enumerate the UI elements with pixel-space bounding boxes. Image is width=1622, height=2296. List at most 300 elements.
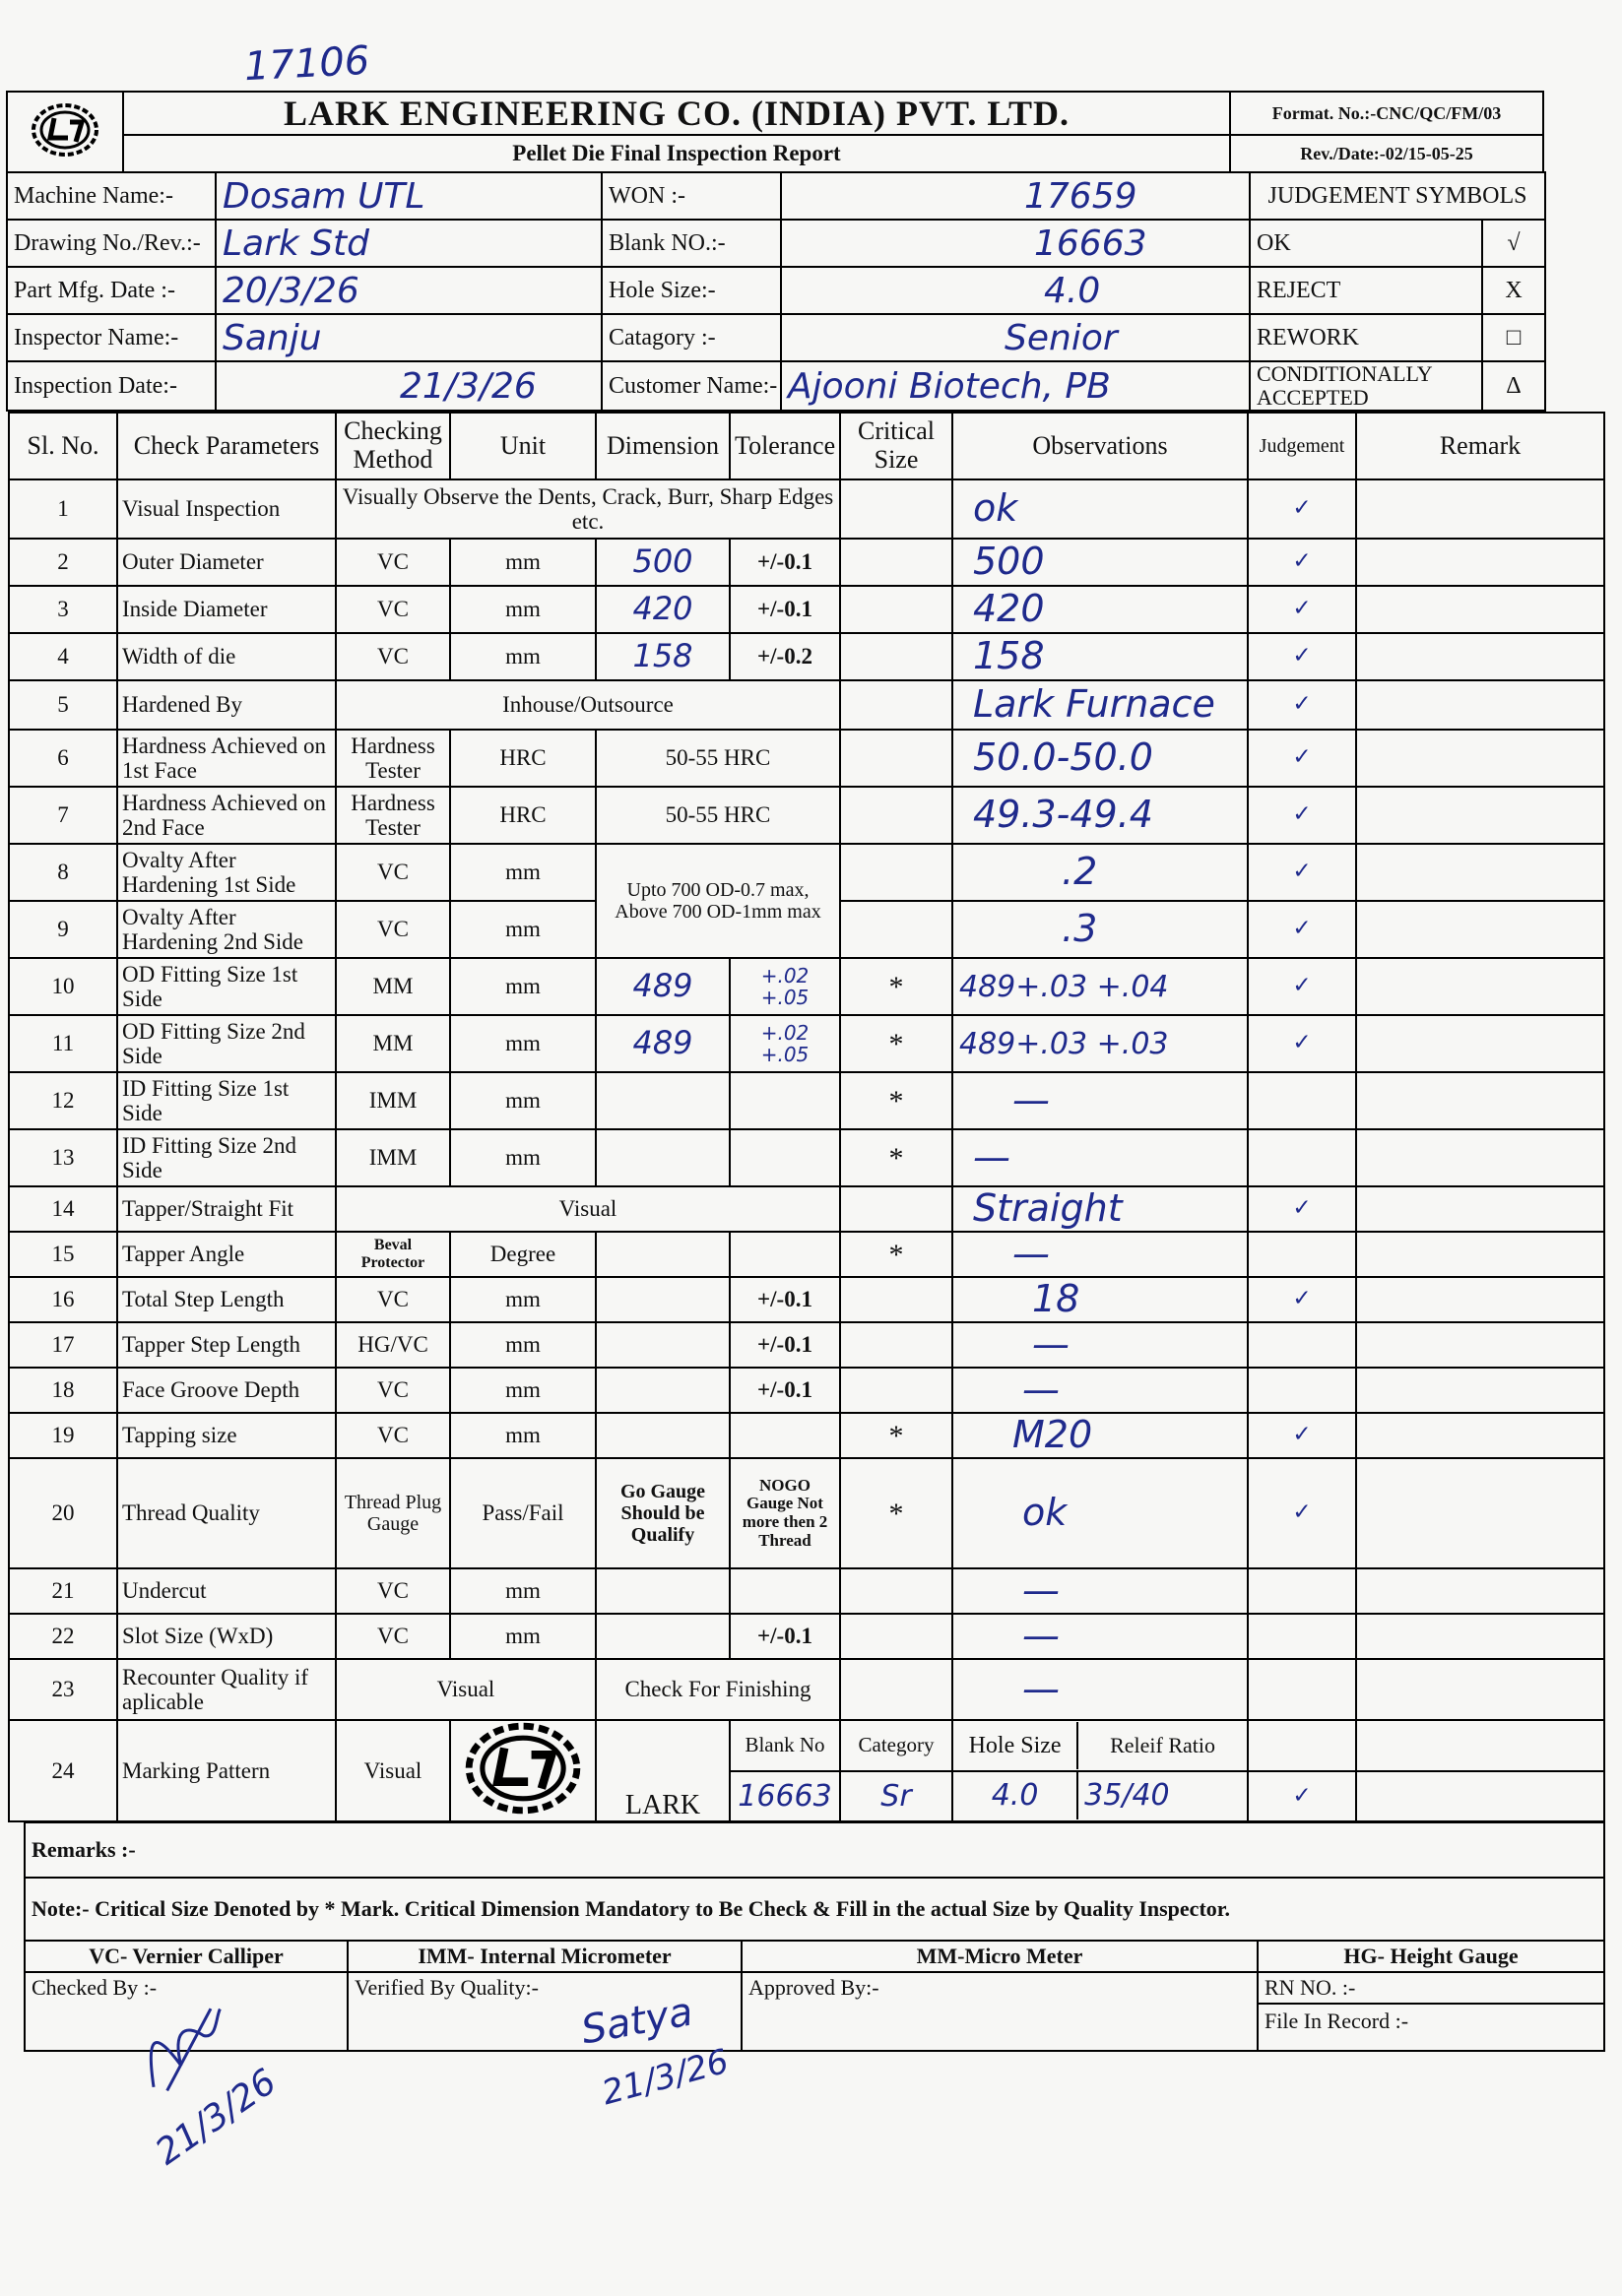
unit: mm — [450, 1413, 596, 1458]
judgement-tick: ✓ — [1248, 479, 1356, 539]
check-parameter: Thread Quality — [117, 1458, 336, 1568]
checking-method: MM — [336, 1015, 450, 1072]
won-value — [781, 172, 1250, 220]
customer-value — [781, 361, 1250, 411]
verified-by-date: 21/3/26 — [598, 2041, 734, 2114]
marking-values-row — [952, 1771, 1248, 1822]
observation: 500 — [952, 539, 1248, 586]
remark — [1356, 1568, 1604, 1614]
checking-method: HG/VC — [336, 1322, 450, 1368]
recounter-criteria: Check For Finishing — [596, 1659, 840, 1720]
tolerance: +/-0.1 — [730, 1277, 840, 1322]
category-hw: Senior — [1005, 317, 1118, 358]
check-parameter: Inside Diameter — [117, 586, 336, 633]
critical-size — [840, 680, 952, 730]
judgement-tick: ✓ — [1248, 539, 1356, 586]
tolerance: +.02 +.05 — [730, 1015, 840, 1072]
remarks-label: Remarks :- — [25, 1822, 1604, 1878]
remark — [1356, 1458, 1604, 1568]
tolerance: +.02 +.05 — [730, 958, 840, 1015]
critical-size-star: * — [840, 1232, 952, 1277]
observation: 489+.03 +.04 — [952, 958, 1248, 1015]
unit: mm — [450, 901, 596, 958]
remark — [1356, 1720, 1604, 1771]
header-checking-method: Checking Method — [336, 413, 450, 479]
row-number: 4 — [9, 633, 117, 680]
tolerance: +/-0.1 — [730, 586, 840, 633]
marking-header-category: Category — [840, 1720, 952, 1771]
remark — [1356, 1129, 1604, 1186]
check-parameter: Hardened By — [117, 680, 336, 730]
unit: Degree — [450, 1232, 596, 1277]
tolerance: +/-0.1 — [730, 1614, 840, 1659]
hardness-spec: 50-55 HRC — [596, 730, 840, 787]
file-record-label: File In Record :- — [1265, 2009, 1409, 2033]
check-parameter: Hardness Achieved on 2nd Face — [117, 787, 336, 844]
checking-method: Hardness Tester — [336, 787, 450, 844]
unit: mm — [450, 1015, 596, 1072]
remark — [1356, 1368, 1604, 1413]
table-row — [9, 1368, 1604, 1413]
rn-number-label: RN NO. :- — [1259, 1973, 1603, 2005]
check-parameter: Width of die — [117, 633, 336, 680]
table-row — [9, 1129, 1604, 1186]
marking-ratio-value: 35/40 — [1084, 1778, 1170, 1814]
judgement-tick: ✓ — [1248, 680, 1356, 730]
row-number: 2 — [9, 539, 117, 586]
hole-size-hw: 4.0 — [1044, 270, 1101, 311]
observation: — — [952, 1614, 1248, 1659]
unit: HRC — [450, 787, 596, 844]
remark — [1356, 633, 1604, 680]
row-number: 22 — [9, 1614, 117, 1659]
marking-logo — [450, 1720, 596, 1821]
dimension: 489 — [596, 958, 730, 1015]
check-parameter: Marking Pattern — [117, 1720, 336, 1821]
check-parameter: Recounter Quality if aplicable — [117, 1659, 336, 1720]
table-row — [9, 1186, 1604, 1232]
tolerance — [730, 1568, 840, 1614]
format-number: Format. No.:-CNC/QC/FM/03 — [1230, 92, 1543, 135]
unit: mm — [450, 539, 596, 586]
checking-method: VC — [336, 1368, 450, 1413]
checking-method: VC — [336, 844, 450, 901]
check-parameter: Hardness Achieved on 1st Face — [117, 730, 336, 787]
judgement-tick: ✓ — [1248, 633, 1356, 680]
remark — [1356, 730, 1604, 787]
observation: 420 — [952, 586, 1248, 633]
observation: Lark Furnace — [952, 680, 1248, 730]
row-number: 5 — [9, 680, 117, 730]
observation: — — [952, 1322, 1248, 1368]
observation: — — [952, 1072, 1248, 1129]
header-sl-no: Sl. No. — [9, 413, 117, 479]
legend-imm: IMM- Internal Micrometer — [348, 1941, 742, 1972]
critical-size — [840, 539, 952, 586]
table-row — [9, 730, 1604, 787]
row-number: 13 — [9, 1129, 117, 1186]
check-parameter: Tapper Angle — [117, 1232, 336, 1277]
check-parameter: Tapper Step Length — [117, 1322, 336, 1368]
inspector-value — [216, 314, 602, 361]
remark — [1356, 1232, 1604, 1277]
critical-size — [840, 844, 952, 901]
table-row — [9, 1322, 1604, 1368]
table-row — [9, 586, 1604, 633]
hardened-by-options: Inhouse/Outsource — [336, 680, 840, 730]
row-number: 7 — [9, 787, 117, 844]
handwritten-doc-number: 17106 — [242, 37, 371, 91]
table-row — [9, 1072, 1604, 1129]
drawing-hw: Lark Std — [223, 223, 370, 264]
inspector-hw: Sanju — [223, 317, 322, 358]
table-row — [9, 958, 1604, 1015]
revision-date: Rev./Date:-02/15-05-25 — [1230, 135, 1543, 172]
row-number: 8 — [9, 844, 117, 901]
table-row — [9, 1720, 1604, 1771]
row-number: 6 — [9, 730, 117, 787]
dimension — [596, 1232, 730, 1277]
judgement — [1248, 1614, 1356, 1659]
tolerance: +/-0.1 — [730, 1322, 840, 1368]
critical-size — [840, 1277, 952, 1322]
critical-size-star: * — [840, 1129, 952, 1186]
machine-name-hw: Dosam UTL — [223, 175, 425, 217]
judgement — [1248, 1129, 1356, 1186]
table-row — [9, 539, 1604, 586]
row-number: 14 — [9, 1186, 117, 1232]
symbol-ok-label: OK — [1250, 220, 1482, 267]
hole-size-label: Hole Size:- — [602, 267, 781, 314]
judgement — [1248, 1072, 1356, 1129]
tolerance: +/-0.1 — [730, 539, 840, 586]
table-row — [9, 1232, 1604, 1277]
critical-size — [840, 1614, 952, 1659]
table-row — [9, 633, 1604, 680]
table-row — [9, 680, 1604, 730]
check-parameter: ID Fitting Size 2nd Side — [117, 1129, 336, 1186]
row-number: 24 — [9, 1720, 117, 1821]
row-number: 18 — [9, 1368, 117, 1413]
critical-size-star: * — [840, 1072, 952, 1129]
visual-instruction: Visually Observe the Dents, Crack, Burr, Sharp Edges etc. — [336, 479, 840, 539]
critical-size — [840, 901, 952, 958]
inspection-date-value — [216, 361, 602, 411]
observation: 18 — [952, 1277, 1248, 1322]
hardness-spec: 50-55 HRC — [596, 787, 840, 844]
remark — [1356, 1277, 1604, 1322]
critical-size — [840, 787, 952, 844]
table-row — [9, 844, 1604, 901]
checking-method: IMM — [336, 1072, 450, 1129]
dimension — [596, 1413, 730, 1458]
table-row — [9, 1659, 1604, 1720]
judgement — [1248, 1232, 1356, 1277]
critical-size — [840, 1368, 952, 1413]
row-number: 17 — [9, 1322, 117, 1368]
tolerance — [730, 1072, 840, 1129]
remark — [1356, 1771, 1604, 1822]
row-number: 1 — [9, 479, 117, 539]
remark — [1356, 1072, 1604, 1129]
observation: 489+.03 +.03 — [952, 1015, 1248, 1072]
dimension — [596, 1072, 730, 1129]
observation: — — [952, 1659, 1248, 1720]
observation: 158 — [952, 633, 1248, 680]
unit: HRC — [450, 730, 596, 787]
remark — [1356, 787, 1604, 844]
observation: — — [952, 1568, 1248, 1614]
legend-hg: HG- Height Gauge — [1258, 1941, 1604, 1972]
check-parameter: Face Groove Depth — [117, 1368, 336, 1413]
row-number: 3 — [9, 586, 117, 633]
check-parameter: Slot Size (WxD) — [117, 1614, 336, 1659]
unit: mm — [450, 1072, 596, 1129]
checking-method: IMM — [336, 1129, 450, 1186]
unit: Pass/Fail — [450, 1458, 596, 1568]
fit-check-method: Visual — [336, 1186, 840, 1232]
table-row — [9, 479, 1604, 539]
judgement-tick: ✓ — [1248, 844, 1356, 901]
dimension — [596, 1368, 730, 1413]
checked-by-label: Checked By :- — [25, 1972, 348, 2051]
judgement-tick: ✓ — [1248, 730, 1356, 787]
marking-header-ratio: Releif Ratio — [1110, 1732, 1216, 1757]
unit: mm — [450, 586, 596, 633]
header-observations: Observations — [952, 413, 1248, 479]
observation: .3 — [952, 901, 1248, 958]
company-name: LARK ENGINEERING CO. (INDIA) PVT. LTD. — [123, 92, 1230, 135]
go-gauge-spec: Go Gauge Should be Qualify — [596, 1458, 730, 1568]
ovalty-spec: Upto 700 OD-0.7 max, Above 700 OD-1mm max — [596, 844, 840, 958]
remark — [1356, 586, 1604, 633]
checking-method: MM — [336, 958, 450, 1015]
remark — [1356, 1015, 1604, 1072]
observation: — — [952, 1232, 1248, 1277]
table-row — [9, 787, 1604, 844]
report-title: Pellet Die Final Inspection Report — [123, 135, 1230, 172]
symbol-reject-label: REJECT — [1250, 267, 1482, 314]
unit: mm — [450, 1614, 596, 1659]
verified-by-signature: Satya — [577, 1989, 696, 2054]
unit: mm — [450, 633, 596, 680]
critical-size — [840, 730, 952, 787]
critical-size — [840, 1186, 952, 1232]
unit: mm — [450, 844, 596, 901]
observation: — — [952, 1129, 1248, 1186]
table-row — [9, 1458, 1604, 1568]
row-number: 9 — [9, 901, 117, 958]
header-remark: Remark — [1356, 413, 1604, 479]
row-number: 21 — [9, 1568, 117, 1614]
record-cell — [1258, 1972, 1604, 2051]
checking-method: VC — [336, 901, 450, 958]
inspection-date-hw: 21/3/26 — [400, 365, 537, 407]
unit: mm — [450, 958, 596, 1015]
check-parameter: OD Fitting Size 2nd Side — [117, 1015, 336, 1072]
checking-method: VC — [336, 633, 450, 680]
judgement-tick: ✓ — [1248, 901, 1356, 958]
approved-by-label: Approved By:- — [742, 1972, 1258, 2051]
machine-name-value — [216, 172, 602, 220]
check-parameter: ID Fitting Size 1st Side — [117, 1072, 336, 1129]
table-row — [9, 1015, 1604, 1072]
report-header — [6, 91, 1544, 173]
dimension: 420 — [596, 586, 730, 633]
check-parameter: OD Fitting Size 1st Side — [117, 958, 336, 1015]
judgement-tick: ✓ — [1248, 958, 1356, 1015]
legend-mm: MM-Micro Meter — [742, 1941, 1258, 1972]
check-parameter: Visual Inspection — [117, 479, 336, 539]
row-number: 11 — [9, 1015, 117, 1072]
recounter-method: Visual — [336, 1659, 596, 1720]
judgement — [1248, 1659, 1356, 1720]
critical-size-star: * — [840, 1015, 952, 1072]
critical-size — [840, 586, 952, 633]
mfg-date-hw: 20/3/26 — [223, 270, 359, 311]
critical-size-star: * — [840, 958, 952, 1015]
report-footer — [24, 1821, 1605, 2052]
critical-size — [840, 1322, 952, 1368]
judgement-tick: ✓ — [1248, 1015, 1356, 1072]
header-dimension: Dimension — [596, 413, 730, 479]
checked-by-date: 21/3/26 — [148, 2061, 284, 2174]
lark-marking: LARK — [596, 1720, 730, 1821]
critical-size — [840, 1659, 952, 1720]
row-number: 23 — [9, 1659, 117, 1720]
checking-method: Visual — [336, 1720, 450, 1821]
row-number: 10 — [9, 958, 117, 1015]
blank-label: Blank NO.:- — [602, 220, 781, 267]
judgement-tick: ✓ — [1248, 787, 1356, 844]
judgement — [1248, 1368, 1356, 1413]
inspection-table — [8, 412, 1605, 1822]
gear-logo-icon — [31, 102, 99, 158]
unit: mm — [450, 1129, 596, 1186]
table-row — [9, 1568, 1604, 1614]
check-parameter: Ovalty After Hardening 2nd Side — [117, 901, 336, 958]
observation: M20 — [952, 1413, 1248, 1458]
remark — [1356, 1413, 1604, 1458]
observation: ok — [952, 479, 1248, 539]
judgement-tick: ✓ — [1248, 586, 1356, 633]
observation: .2 — [952, 844, 1248, 901]
marking-header-row — [952, 1720, 1248, 1771]
header-unit: Unit — [450, 413, 596, 479]
ok-symbol-icon: √ — [1482, 220, 1545, 267]
header-tolerance: Tolerance — [730, 413, 840, 479]
judgement-tick: ✓ — [1248, 1277, 1356, 1322]
row-number: 12 — [9, 1072, 117, 1129]
observation: — — [952, 1368, 1248, 1413]
check-parameter: Tapper/Straight Fit — [117, 1186, 336, 1232]
critical-size-star: * — [840, 1458, 952, 1568]
checking-method: VC — [336, 586, 450, 633]
table-row — [9, 1413, 1604, 1458]
remark — [1356, 958, 1604, 1015]
marking-header-hole: Hole Size — [953, 1722, 1078, 1769]
check-parameter: Outer Diameter — [117, 539, 336, 586]
mfg-date-label: Part Mfg. Date :- — [7, 267, 216, 314]
tolerance — [730, 1413, 840, 1458]
table-row — [9, 1614, 1604, 1659]
drawing-label: Drawing No./Rev.:- — [7, 220, 216, 267]
critical-size-note: Note:- Critical Size Denoted by * Mark. Critical Dimension Mandatory to Be Check & Fill in the actual Size by Quality Inspector. — [25, 1878, 1604, 1941]
header-check-parameters: Check Parameters — [117, 413, 336, 479]
dimension — [596, 1568, 730, 1614]
customer-hw: Ajooni Biotech, PB — [788, 365, 1111, 407]
won-hw: 17659 — [1024, 175, 1137, 217]
check-parameter: Total Step Length — [117, 1277, 336, 1322]
mfg-date-value — [216, 267, 602, 314]
checking-method: Beval Protector — [336, 1232, 450, 1277]
reject-symbol-icon: X — [1482, 267, 1545, 314]
critical-size-star: * — [840, 1413, 952, 1458]
symbol-rework-label: REWORK — [1250, 314, 1482, 361]
unit: mm — [450, 1368, 596, 1413]
dimension — [596, 1322, 730, 1368]
judgement-tick: ✓ — [1248, 1771, 1356, 1822]
company-logo — [7, 92, 123, 172]
won-label: WON :- — [602, 172, 781, 220]
dimension — [596, 1614, 730, 1659]
dimension: 158 — [596, 633, 730, 680]
table-row — [9, 1277, 1604, 1322]
judgement-tick: ✓ — [1248, 1458, 1356, 1568]
checking-method: VC — [336, 539, 450, 586]
critical-size — [840, 479, 952, 539]
rework-symbol-icon: □ — [1482, 314, 1545, 361]
checking-method: VC — [336, 1568, 450, 1614]
marking-blank-value: 16663 — [730, 1771, 840, 1822]
header-judgement: Judgement — [1248, 413, 1356, 479]
drawing-value — [216, 220, 602, 267]
row-number: 15 — [9, 1232, 117, 1277]
marking-hole-value: 4.0 — [953, 1772, 1078, 1819]
customer-label: Customer Name:- — [602, 361, 781, 411]
checking-method: VC — [336, 1277, 450, 1322]
remark — [1356, 1186, 1604, 1232]
judgement — [1248, 1322, 1356, 1368]
conditional-symbol-icon: Δ — [1482, 361, 1545, 411]
dimension: 489 — [596, 1015, 730, 1072]
gear-logo-icon — [459, 1721, 587, 1816]
critical-size — [840, 633, 952, 680]
checking-method: Thread Plug Gauge — [336, 1458, 450, 1568]
check-parameter: Undercut — [117, 1568, 336, 1614]
tolerance — [730, 1232, 840, 1277]
unit: mm — [450, 1568, 596, 1614]
row-number: 20 — [9, 1458, 117, 1568]
observation: ok — [952, 1458, 1248, 1568]
verified-by-label: Verified By Quality:- — [348, 1972, 742, 2051]
category-label: Catagory :- — [602, 314, 781, 361]
hole-size-value — [781, 267, 1250, 314]
info-section — [6, 171, 1546, 412]
judgement-tick: ✓ — [1248, 1413, 1356, 1458]
checking-method: VC — [336, 1614, 450, 1659]
tolerance: +/-0.1 — [730, 1368, 840, 1413]
marking-header-blank: Blank No — [730, 1720, 840, 1771]
row-number: 16 — [9, 1277, 117, 1322]
unit: mm — [450, 1322, 596, 1368]
critical-size — [840, 1568, 952, 1614]
check-parameter: Ovalty After Hardening 1st Side — [117, 844, 336, 901]
observation: 49.3-49.4 — [952, 787, 1248, 844]
judgement-symbols-title: JUDGEMENT SYMBOLS — [1250, 172, 1545, 220]
judgement-tick: ✓ — [1248, 1186, 1356, 1232]
row-number: 19 — [9, 1413, 117, 1458]
